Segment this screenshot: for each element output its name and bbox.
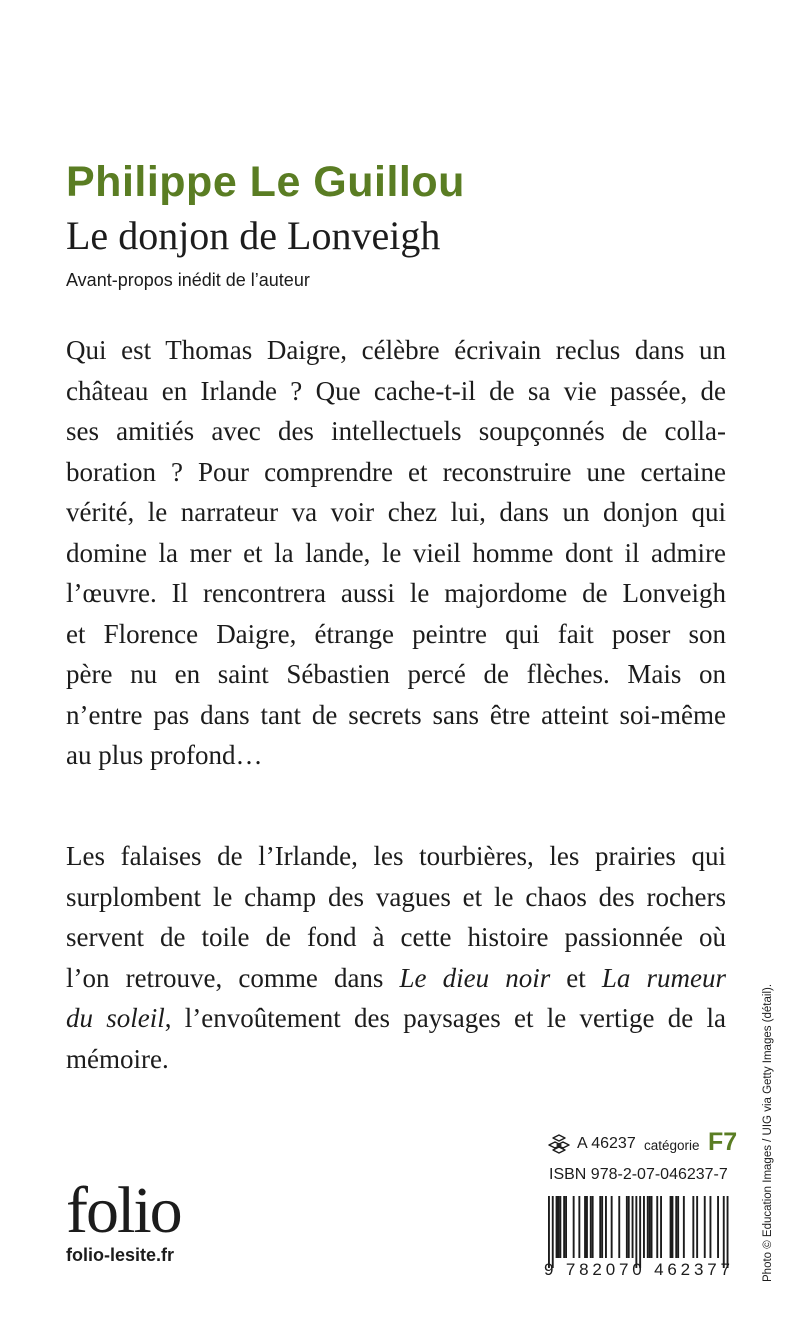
barcode-bar: [651, 1196, 653, 1258]
blurb-line: [66, 452, 726, 493]
text-run: château en Irlande ? Que cache-t-il de sa vie passée, de: [66, 375, 726, 406]
barcode-bar: [592, 1196, 594, 1258]
book-subtitle: Avant-propos inédit de l’auteur: [66, 270, 310, 290]
text-run: et: [550, 962, 602, 993]
barcode-bar: [723, 1196, 725, 1268]
barcode-bar: [675, 1196, 677, 1258]
barcode: [540, 1196, 730, 1278]
barcode-bar: [559, 1196, 561, 1258]
text-run: père nu en saint Sébastien percé de flèches. Mais on: [66, 659, 726, 689]
barcode-bar: [618, 1196, 620, 1258]
book-stack-icon: [548, 1133, 570, 1155]
barcode-bar: [548, 1196, 550, 1268]
blurb-line: [66, 492, 726, 533]
book-title-reference: du soleil: [66, 1003, 165, 1033]
barcode-bar: [696, 1196, 698, 1258]
blurb-line: [66, 573, 726, 614]
text-run: surplombent le champ des vagues et le chaos des rochers: [66, 881, 726, 912]
isbn: ISBN 978-2-07-046237-7: [549, 1166, 728, 1183]
blurb-line: [66, 614, 726, 655]
text-run: domine la mer et la lande, le vieil homme dont il admire: [66, 537, 726, 568]
barcode-bar: [660, 1196, 662, 1258]
book-title-reference: Le dieu noir: [399, 962, 551, 993]
text-run: vérité, le narrateur va voir chez lui, dans un donjon qui: [66, 497, 726, 527]
barcode-bar: [578, 1196, 580, 1258]
barcode-bar: [565, 1196, 567, 1258]
publisher-website: folio-lesite.fr: [66, 1245, 175, 1265]
text-run: n’entre pas dans tant de secrets sans être atteint soi-même: [66, 699, 726, 730]
blurb-line: [66, 1039, 726, 1080]
text-run: Qui est Thomas Daigre, célèbre écrivain reclus dans un: [66, 335, 726, 365]
barcode-bar: [558, 1196, 560, 1258]
text-run: et Florence Daigre, étrange peintre qui fait poser son: [66, 618, 726, 649]
barcode-bar: [677, 1196, 679, 1258]
author-name: Philippe Le Guillou: [66, 158, 465, 206]
barcode-bar: [573, 1196, 575, 1258]
book-title-reference: La rumeur: [601, 962, 726, 993]
barcode-bar: [563, 1196, 565, 1258]
barcode-bar: [692, 1196, 694, 1258]
text-run: boration ? Pour comprendre et reconstruire une certaine: [66, 456, 726, 487]
barcode-bar: [683, 1196, 685, 1258]
blurb-line: [66, 330, 726, 371]
blurb-paragraph-1: [66, 330, 726, 776]
barcode-bar: [635, 1196, 637, 1268]
book-code: A 46237: [577, 1135, 636, 1152]
blurb-line: [66, 654, 726, 695]
barcode-bar: [639, 1196, 641, 1268]
blurb-line: [66, 371, 726, 412]
barcode-bar: [601, 1196, 603, 1258]
book-title: Le donjon de Lonveigh: [66, 213, 441, 258]
folio-logo: folio: [66, 1174, 181, 1247]
barcode-bar: [611, 1196, 613, 1258]
barcode-bar: [556, 1196, 558, 1258]
barcode-bar: [647, 1196, 649, 1258]
barcode-bar: [599, 1196, 601, 1258]
barcode-digits: 9 782070 462377: [544, 1260, 730, 1278]
barcode-bar: [717, 1196, 719, 1258]
barcode-bar: [643, 1196, 645, 1258]
barcode-bar: [584, 1196, 586, 1258]
barcode-bar: [704, 1196, 706, 1258]
blurb-line: [66, 695, 726, 736]
blurb-line: [66, 735, 726, 776]
barcode-bar: [590, 1196, 592, 1258]
barcode-bar: [672, 1196, 674, 1258]
blurb-line: [66, 411, 726, 452]
barcode-bar: [649, 1196, 651, 1258]
blurb-line: [66, 877, 726, 918]
text-run: au plus profond…: [66, 740, 263, 770]
text-run: l’on retrouve, comme dans: [66, 962, 400, 993]
blurb-paragraph-2: [66, 836, 726, 1079]
category-code: F7: [708, 1128, 738, 1156]
text-run: mémoire.: [66, 1043, 169, 1074]
text-run: servent de toile de fond à cette histoire passionnée où: [66, 922, 726, 952]
barcode-bar: [626, 1196, 628, 1258]
blurb-line: [66, 998, 726, 1039]
text-run: Les falaises de l’Irlande, les tourbières, les prairies qui: [66, 841, 726, 871]
barcode-bar: [628, 1196, 630, 1258]
barcode-bar: [727, 1196, 729, 1268]
blurb-line: [66, 958, 726, 999]
blurb-line: [66, 836, 726, 877]
blurb-line: [66, 917, 726, 958]
barcode-bar: [586, 1196, 588, 1258]
barcode-bar: [710, 1196, 712, 1258]
barcode-bar: [656, 1196, 658, 1258]
blurb-line: [66, 533, 726, 574]
photo-credit: Photo © Education Images / UIG via Getty Images (détail).: [762, 983, 774, 1282]
text-run: , l’envoûtement des paysages et le vertige de la: [164, 1003, 727, 1033]
barcode-bar: [552, 1196, 554, 1268]
category-label: catégorie: [644, 1138, 700, 1153]
text-run: ses amitiés avec des intellectuels soupçonnés de colla-: [66, 416, 726, 446]
barcode-bar: [670, 1196, 672, 1258]
barcode-bar: [605, 1196, 607, 1258]
text-run: l’œuvre. Il rencontrera aussi le majordome de Lonveigh: [66, 578, 726, 608]
barcode-bar: [632, 1196, 634, 1258]
